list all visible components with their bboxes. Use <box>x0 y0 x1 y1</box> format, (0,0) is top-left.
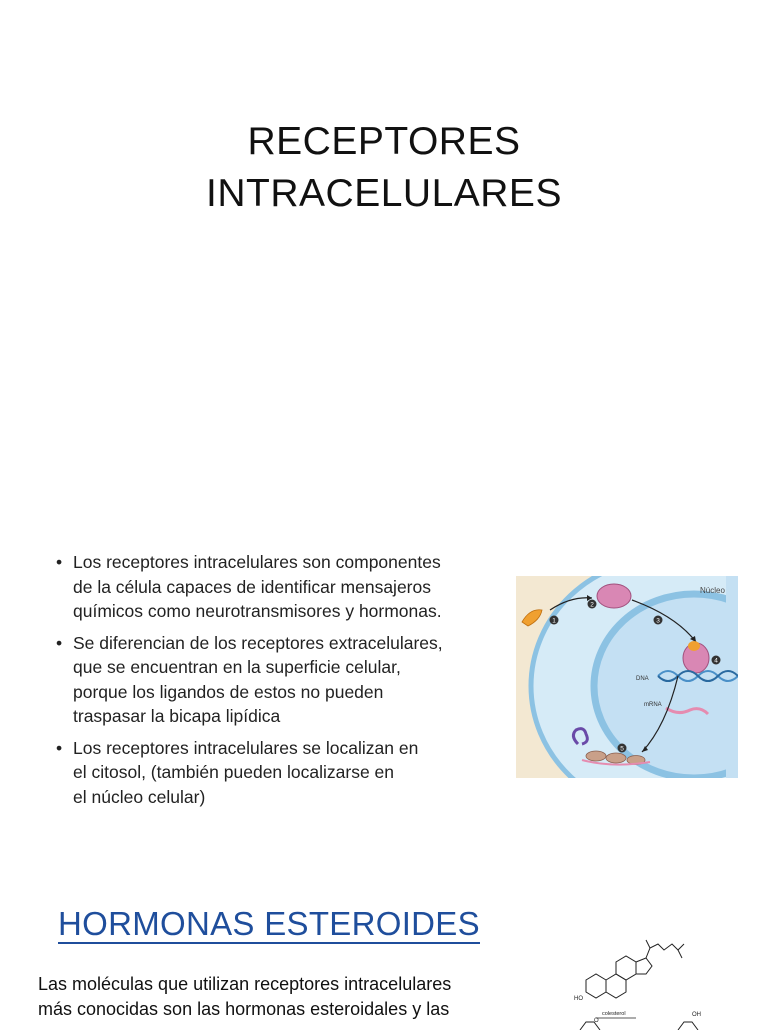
ring-d <box>636 958 652 974</box>
ring-a <box>586 974 606 998</box>
bound-hormone-icon <box>688 641 700 651</box>
ribosome-icon <box>606 753 626 763</box>
oh-label: OH <box>692 1012 701 1018</box>
step-3-label: 3 <box>656 617 660 625</box>
ring-c <box>616 956 636 980</box>
dna-label: DNA <box>636 676 649 682</box>
bullet-item <box>54 736 514 810</box>
mrna-label: mRNA <box>644 702 662 708</box>
ring-b <box>606 974 626 998</box>
section-heading-text: HORMONAS ESTEROIDES <box>58 905 480 942</box>
cholesterol-structure-diagram <box>566 910 756 1030</box>
title-line-1: RECEPTORES <box>247 120 521 163</box>
body-line: Las moléculas que utilizan receptores intracelulares <box>38 974 452 994</box>
section-body <box>38 972 518 1022</box>
side-chain-branch <box>678 950 682 958</box>
bullet-dot: • <box>56 632 63 653</box>
receptor-pathway-figure <box>516 576 738 778</box>
body-line: más conocidas son las hormonas esteroidales y las <box>38 999 450 1019</box>
bullet-item <box>54 550 514 624</box>
bullet-line: químicos como neurotransmisores y hormonas. <box>73 601 442 621</box>
receptor-pathway-illustration <box>516 576 738 778</box>
bullet-line: que se encuentran en la superficie celular, <box>73 657 401 677</box>
title-line-2: INTRACELULARES <box>206 172 562 215</box>
step-2-label: 2 <box>590 601 594 609</box>
ho-label: HO <box>574 996 583 1002</box>
bullet-item <box>54 631 514 729</box>
step-1-label: 1 <box>552 617 556 625</box>
methyl-group <box>646 940 650 948</box>
section-heading <box>58 904 480 944</box>
bullet-line: el núcleo celular) <box>73 786 206 807</box>
step-4-label: 4 <box>714 657 718 665</box>
slide-title-heading <box>0 116 768 220</box>
cholesterol-structure <box>566 910 756 1030</box>
cholesterol-label: colesterol <box>602 1011 626 1017</box>
o-label: O <box>594 1018 599 1024</box>
steroid-rings <box>586 940 684 998</box>
nucleus-label: Núcleo <box>700 586 725 595</box>
bullet-line: Los receptores intracelulares son componentes <box>73 552 441 572</box>
bullet-line: Se diferencian de los receptores extracelulares, <box>73 632 443 653</box>
bullet-line: porque los ligandos de estos no pueden <box>73 681 384 702</box>
receptor-protein-icon <box>597 584 631 608</box>
bullet-line: traspasar la bicapa lipídica <box>73 706 281 726</box>
derivative-ring-right <box>678 1022 698 1030</box>
bullet-line: el citosol, (también pueden localizarse en <box>73 762 395 782</box>
bullet-dot: • <box>56 552 63 572</box>
bullet-list <box>54 550 514 816</box>
ribosome-icon <box>586 751 606 761</box>
bullet-dot: • <box>56 737 63 758</box>
step-5-label: 5 <box>620 745 624 753</box>
bullet-line: de la célula capaces de identificar mensajeros <box>73 576 431 597</box>
slide-hormonas <box>0 880 768 1024</box>
bullet-line: Los receptores intracelulares se localizan en <box>73 737 419 758</box>
